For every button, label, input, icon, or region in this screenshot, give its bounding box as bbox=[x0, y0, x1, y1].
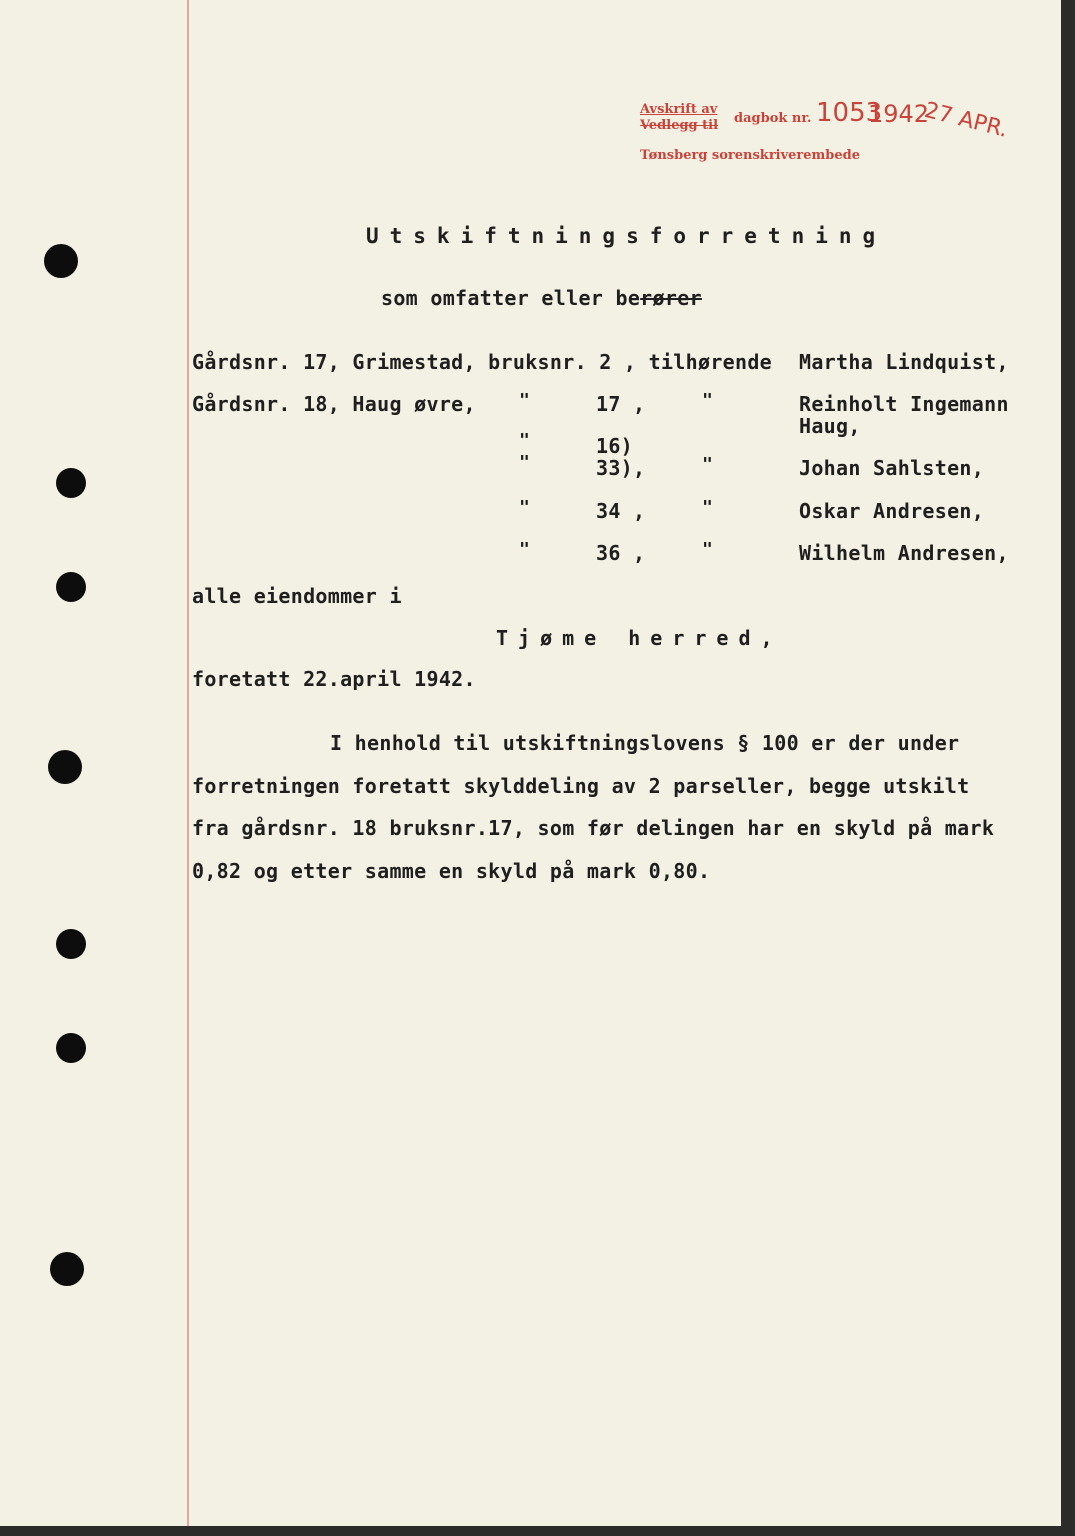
alle-eiendommer: alle eiendommer i bbox=[192, 584, 402, 608]
row-owner: Martha Lindquist, bbox=[799, 350, 1009, 374]
paragraph-line: forretningen foretatt skylddeling av 2 parseller, begge utskilt bbox=[192, 774, 970, 798]
paragraph-line: fra gårdsnr. 18 bruksnr.17, som før delingen har en skyld på mark bbox=[192, 816, 995, 840]
row-bnr: 36 , bbox=[596, 541, 646, 565]
paragraph-line: 0,82 og etter samme en skyld på mark 0,80. bbox=[192, 859, 711, 883]
stamp-number: 1053 bbox=[816, 98, 883, 128]
ditto-mark: " bbox=[519, 539, 530, 560]
date-line: foretatt 22.april 1942. bbox=[192, 667, 476, 691]
punch-hole bbox=[56, 468, 86, 498]
row-owner: Oskar Andresen, bbox=[799, 499, 985, 523]
row-gard: Gårdsnr. 18, Haug øvre, bbox=[192, 392, 476, 416]
margin-line bbox=[187, 0, 189, 1536]
row-bnr: 17 , bbox=[596, 392, 646, 416]
stamp-office: Tønsberg sorenskriverembede bbox=[640, 148, 861, 163]
ditto-mark: " bbox=[519, 497, 530, 518]
row-bnr: 16) bbox=[596, 434, 634, 458]
subtitle bbox=[381, 286, 702, 310]
row-owner: Wilhelm Andresen, bbox=[799, 541, 1009, 565]
ditto-mark: " bbox=[519, 390, 530, 411]
ditto-mark: " bbox=[702, 454, 713, 475]
document-title: Utskiftningsforretning bbox=[366, 224, 887, 248]
ditto-mark: " bbox=[702, 390, 713, 411]
stamp-year: 1942 bbox=[868, 100, 930, 128]
ditto-mark: " bbox=[702, 539, 713, 560]
herred-line: Tjøme herred, bbox=[496, 626, 783, 650]
row-owner-cont: Haug, bbox=[799, 414, 861, 438]
subtitle-struck: rører bbox=[640, 286, 702, 310]
punch-hole bbox=[50, 1252, 84, 1286]
punch-hole bbox=[56, 572, 86, 602]
subtitle-prefix: som omfatter eller be bbox=[381, 286, 641, 310]
stamp-line-3: dagbok nr. bbox=[734, 111, 812, 126]
row-owner: Johan Sahlsten, bbox=[799, 456, 985, 480]
ditto-mark: " bbox=[519, 452, 530, 473]
stamp-line-2: Vedlegg til bbox=[640, 118, 719, 133]
row-bnr: 33), bbox=[596, 456, 646, 480]
paragraph-line: I henhold til utskiftningslovens § 100 er der under bbox=[330, 731, 960, 755]
stamp-line-1: Avskrift av bbox=[640, 102, 718, 117]
punch-hole bbox=[44, 244, 78, 278]
row-gard: Gårdsnr. 17, Grimestad, bruksnr. 2 , tilhørende bbox=[192, 350, 773, 374]
row-owner: Reinholt Ingemann bbox=[799, 392, 1009, 416]
punch-hole bbox=[48, 750, 82, 784]
scan-edge bbox=[1061, 0, 1075, 1536]
ditto-mark: " bbox=[519, 430, 530, 451]
punch-hole bbox=[56, 1033, 86, 1063]
row-bnr: 34 , bbox=[596, 499, 646, 523]
scan-edge bbox=[0, 1526, 1075, 1536]
ditto-mark: " bbox=[702, 497, 713, 518]
stamp-date: 27 APR. bbox=[921, 98, 1011, 143]
punch-hole bbox=[56, 929, 86, 959]
